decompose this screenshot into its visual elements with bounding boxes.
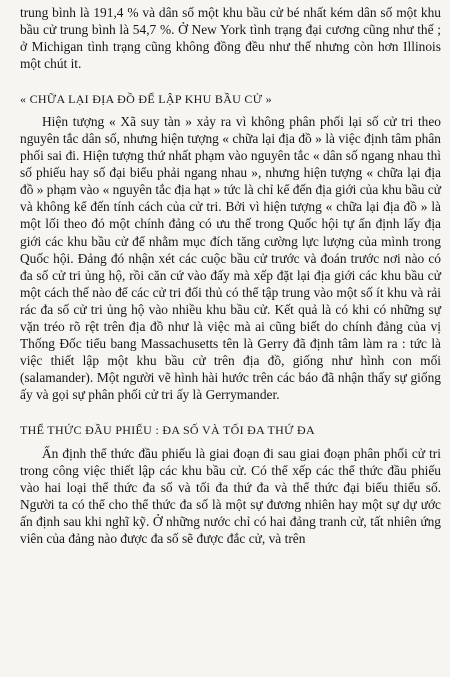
paragraph-gerrymander: Hiện tượng « Xã suy tàn » xảy ra vì không phân phối lại số cử tri theo nguyên tắc dân số, nhưng hiện tượng « chữa lại địa đồ » là việc định tâm phân phối sai đi. Hiện tượng thứ nhất phạm vào nguyên tắc « dân số ngang nhau thì số phiếu hay số đại biểu phải ngang nhau », nhưng hiện tượng « chữa lại địa đồ » phạm vào « nguyên tắc địa hạt » tức là chỉ kể đến địa giới của khu bầu cử và không kể đến tính cách của cử tri. Bởi vì hiện tượng « chữa lại địa đồ » là một lối theo đó một chính đảng có ưu thế trong Quốc hội tự ấn định lấy địa giới các khu bầu cử để nhằm mục đích tăng cường lực lượng của mình trong Quốc hội. Đảng đó nhận xét các cuộc bầu cử trước và đoán trước nơi nào có đa số cử tri ủng hộ, rồi căn cứ vào đấy mà xếp đặt lại địa giới các khu bầu cử một cách thế nào để các cử tri đối thủ có thể tập trung vào một số ít khu và rải rác đa số cử tri ủng hộ vào nhiều khu bầu cử. Kết quả là có khi có những sự vặn tréo rõ rệt trên địa đồ như là việc mà ai cũng biết do chính đảng của vị Thống Đốc tiểu bang Massachusetts tên là Gerry đã định tâm làm ra : tức là việc thiết lập một khu bầu cử trên địa đồ, giống như hình con mối (salamander). Một người vẽ hình hài hước trên các báo đã nhận thấy sự giống ấy và gọi sự phân phối cử tri ấy là Gerrymander. (20, 114, 441, 402)
section-heading-voting-method: THỂ THỨC ĐẦU PHIẾU : ĐA SỐ VÀ TỐI ĐA THỨ ĐA (20, 422, 315, 437)
section-heading-redistricting: « CHỮA LẠI ĐỊA ĐỒ ĐỂ LẬP KHU BẦU CỬ » (20, 92, 272, 107)
paragraph-voting-method: Ấn định thể thức đầu phiếu là giai đoạn đi sau giai đoạn phân phối cử tri trong công việc thiết lập các khu bầu cử. Có thể xếp các thể thức đầu phiếu vào hai loại thể thức đa số và tối đa thứ đa và thể thức đại biểu thiểu số. Người ta có thể cho thể thức đa số là một sự đương nhiên hay một sự dự ước ấn định sau khi nghĩ kỹ. Ở những nước chỉ có hai đảng tranh cử, tất nhiên ứng viên của đảng nào được đa số sẽ được đắc cử, và trên (20, 445, 441, 547)
paragraph-intro: trung bình là 191,4 % và dân số một khu bầu cử bé nhất kém dân số một khu bầu cử trung bình là 54,7 %. Ở New York tình trạng đại cương cũng như thế ; ở Michigan tình trạng cũng không đồng đều như thế nhưng còn hơn Illinois một chút it. (20, 5, 441, 72)
